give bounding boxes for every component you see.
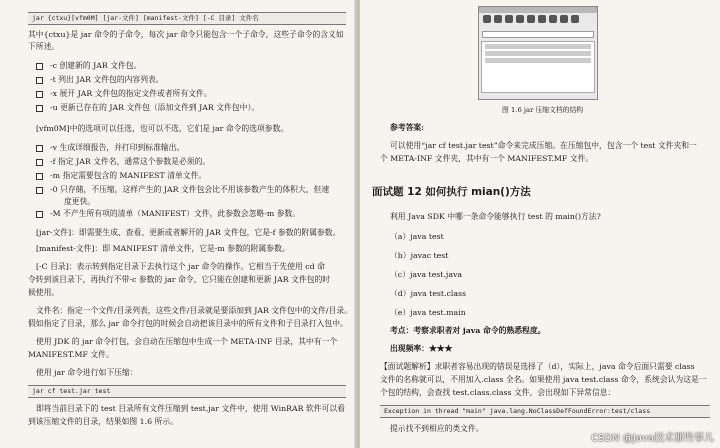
file-list-row xyxy=(485,58,591,63)
option-f: -f 指定 JAR 文件名，通常这个参数是必须的。 xyxy=(50,157,211,166)
answer-line-1: 可以使用“jar cf test.jar test”命令来完成压缩。在压缩包中，包含一个 test 文件夹和一 xyxy=(390,141,697,150)
answer-label: 参考答案: xyxy=(390,123,425,132)
checkbox-bullet xyxy=(36,63,43,70)
intro-line-1: 其中{ctxu}是 jar 命令的子命令，每次 jar 命令只能包含一个子命令，这些子命令的含义如 xyxy=(28,30,344,39)
para-jdk-line-1: 使用 JDK 的 jar 命令打包，会自动在压缩包中生成一个 META-INF 目录，其中有一个 xyxy=(36,337,338,346)
para-c-line-1: [-C 目录]：表示转到指定目录下去执行这个 jar 命令的操作。它相当于先使用 cd 命 xyxy=(36,262,325,271)
intro-line-2: 下所述。 xyxy=(28,42,60,51)
question: 利用 Java SDK 中哪一条命令能够执行 test 的 main()方法? xyxy=(390,212,601,221)
analysis-line-3: 个包的结构，会查找 test.class.class 文件，会出现如下异常信息： xyxy=(380,388,616,397)
toolbar-icon xyxy=(560,15,568,23)
right-page xyxy=(360,0,720,448)
analysis-line-2: 文件的名称就可以，不用加入.class 全名。如果使用 java test.class 命令，系统会认为这是一 xyxy=(380,375,707,384)
toolbar-icon xyxy=(505,15,513,23)
choice-b: （b）javac test xyxy=(390,251,449,260)
toolbar-icon xyxy=(527,15,535,23)
checkbox-bullet xyxy=(36,77,43,84)
toolbar-icon xyxy=(483,15,491,23)
option-0: -0 只存储，不压缩，这样产生的 JAR 文件包会比不用该参数产生的体积大，但速 xyxy=(50,185,330,194)
left-page xyxy=(0,0,356,448)
checkbox-bullet xyxy=(36,105,43,112)
csdn-watermark: CSDN @Java技术那些事儿 xyxy=(591,433,714,444)
checkbox-bullet xyxy=(36,159,43,166)
checkbox-bullet xyxy=(36,211,43,218)
toolbar-icon xyxy=(516,15,524,23)
frequency: 出现频率：★★★ xyxy=(390,344,453,353)
figure-caption: 图 1.6 jar 压缩文档的结构 xyxy=(502,106,584,114)
winrar-screenshot-figure xyxy=(478,6,598,100)
para-jar-file: [jar-文件]：即需要生成、查看、更新或者解开的 JAR 文件包，它是-f 参数的附属参数。 xyxy=(36,228,341,237)
para-last-line-1: 即将当前目录下的 test 目录所有文件压缩到 test.jar 文件中，使用 WinRAR 软件可以看 xyxy=(36,404,345,413)
option-u: -u 更新已存在的 JAR 文件包（添加文件到 JAR 文件包中）。 xyxy=(50,103,260,112)
file-list-row xyxy=(485,44,591,49)
analysis-line-1: 【面试题解析】求职者容易出现的错误是选择了（d），实际上，java 命令后面只需要 class xyxy=(380,362,695,371)
final-note: 提示找不到相应的类文件。 xyxy=(390,424,484,433)
option-v: -v 生成详细报告，并打印到标准输出。 xyxy=(50,143,185,152)
toolbar-icon xyxy=(571,15,579,23)
para-file-line-2: 假如指定了目录，那么 jar 命令打包的时候会自动把该目录中的所有文件和子目录打入包中。 xyxy=(28,319,348,328)
checkbox-bullet xyxy=(36,173,43,180)
syntax-box: jar {ctxu}[vfm0M] [jar-文件] [manifest-文件] [-C 目录] 文件名 xyxy=(28,12,346,25)
toolbar-icon xyxy=(549,15,557,23)
para-use: 使用 jar 命令进行如下压缩： xyxy=(36,368,138,377)
para-manifest: [manifest-文件]：即 MANIFEST 清单文件，它是-m 参数的附属参数。 xyxy=(36,244,290,253)
checkbox-bullet xyxy=(36,187,43,194)
toolbar-icon xyxy=(538,15,546,23)
para-c-line-3: 候使用。 xyxy=(28,288,60,297)
choice-a: （a）java test xyxy=(390,232,444,241)
window-file-list xyxy=(481,41,595,93)
section-heading: 面试题 12 如何执行 mian()方法 xyxy=(372,186,531,198)
option-M: -M 不产生所有项的清单（MANIFEST）文件，此参数会忽略-m 参数。 xyxy=(50,209,301,218)
toolbar-icon xyxy=(494,15,502,23)
exception-code-box: Exception in thread "main" java.lang.NoClassDefFoundError:test/class xyxy=(380,405,710,418)
file-list-row xyxy=(485,51,591,56)
para-c-line-2: 令转到该目录下，再执行不带-c 参数的 jar 命令，它只能在创建和更新 JAR 文件包的时 xyxy=(28,275,331,284)
choice-d: （d）java test.class xyxy=(390,289,467,298)
choice-e: （e）java test.main xyxy=(390,308,466,317)
option-c: -c 创建新的 JAR 文件包。 xyxy=(50,61,142,70)
checkbox-bullet xyxy=(36,91,43,98)
window-toolbar xyxy=(479,13,597,29)
choice-c: （c）java test.java xyxy=(390,270,463,279)
option-t: -t 列出 JAR 文件包的内容列表。 xyxy=(50,75,164,84)
test-point: 考点：考察求职者对 java 命令的熟悉程度。 xyxy=(390,326,546,335)
option-x: -x 展开 JAR 文件包的指定文件或者所有文件。 xyxy=(50,89,212,98)
para-file-line-1: 文件名：指定一个文件/目录列表，这些文件/目录就是要添加到 JAR 文件包中的文件/目录。 xyxy=(36,306,352,315)
option-m: -m 指定需要包含的 MANIFEST 清单文件。 xyxy=(50,171,207,180)
option-0-cont: 度更快。 xyxy=(64,197,96,206)
vfm-intro: [vfm0M]中的选项可以任选，也可以不选，它们是 jar 命令的选项参数。 xyxy=(36,124,289,133)
code-box: jar cf test.jar test xyxy=(28,385,346,398)
window-address-bar xyxy=(482,31,594,38)
answer-line-2: 个 META-INF 文件夹，其中有一个 MANIFEST.MF 文件。 xyxy=(380,154,594,163)
para-jdk-line-2: MANIFEST.MF 文件。 xyxy=(28,350,114,359)
para-last-line-2: 到该压缩文件的目录，结果如图 1.6 所示。 xyxy=(28,417,178,426)
checkbox-bullet xyxy=(36,145,43,152)
